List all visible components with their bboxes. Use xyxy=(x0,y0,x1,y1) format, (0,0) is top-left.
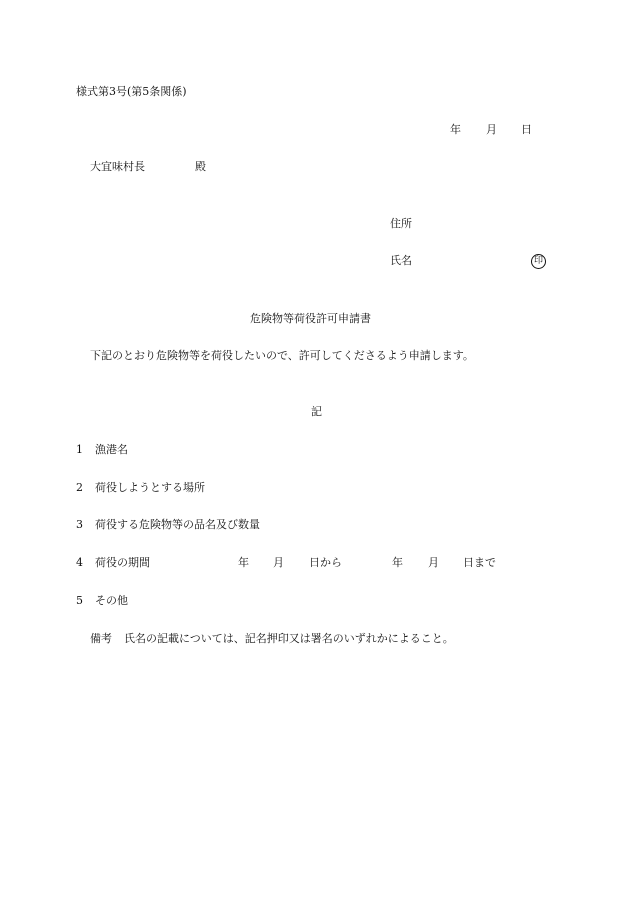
address-label: 住所 xyxy=(390,217,412,230)
ki-heading: 記 xyxy=(311,405,322,418)
item-number: 2 xyxy=(76,481,83,494)
note-label: 備考 xyxy=(90,632,112,645)
intro-text: 下記のとおり危険物等を荷役したいので、許可してくださるよう申請します。 xyxy=(90,349,474,362)
item-number: 1 xyxy=(76,443,83,456)
date-year: 年 xyxy=(450,123,461,136)
name-label: 氏名 xyxy=(390,254,412,267)
period-to-month: 月 xyxy=(428,556,439,569)
item-label: 荷役しようとする場所 xyxy=(95,481,205,494)
addressee-honorific: 殿 xyxy=(195,160,206,173)
date-day: 日 xyxy=(521,123,532,136)
period-from-year: 年 xyxy=(238,556,249,569)
item-number: 4 xyxy=(76,556,83,569)
item-label: 漁港名 xyxy=(95,443,128,456)
item-label: その他 xyxy=(95,594,128,607)
note-text: 氏名の記載については、記名押印又は署名のいずれかによること。 xyxy=(124,632,454,645)
period-to-year: 年 xyxy=(392,556,403,569)
document-title: 危険物等荷役許可申請書 xyxy=(250,312,371,325)
period-from-month: 月 xyxy=(273,556,284,569)
form-number: 様式第3号(第5条関係) xyxy=(76,85,187,98)
item-number: 5 xyxy=(76,594,83,607)
item-label: 荷役の期間 xyxy=(95,556,150,569)
seal-mark-icon: 印 xyxy=(531,254,546,269)
item-label: 荷役する危険物等の品名及び数量 xyxy=(95,518,260,531)
date-month: 月 xyxy=(486,123,497,136)
item-number: 3 xyxy=(76,518,83,531)
period-to-day: 日まで xyxy=(463,556,496,569)
period-from-day: 日から xyxy=(309,556,342,569)
addressee-name: 大宜味村長 xyxy=(90,160,145,173)
